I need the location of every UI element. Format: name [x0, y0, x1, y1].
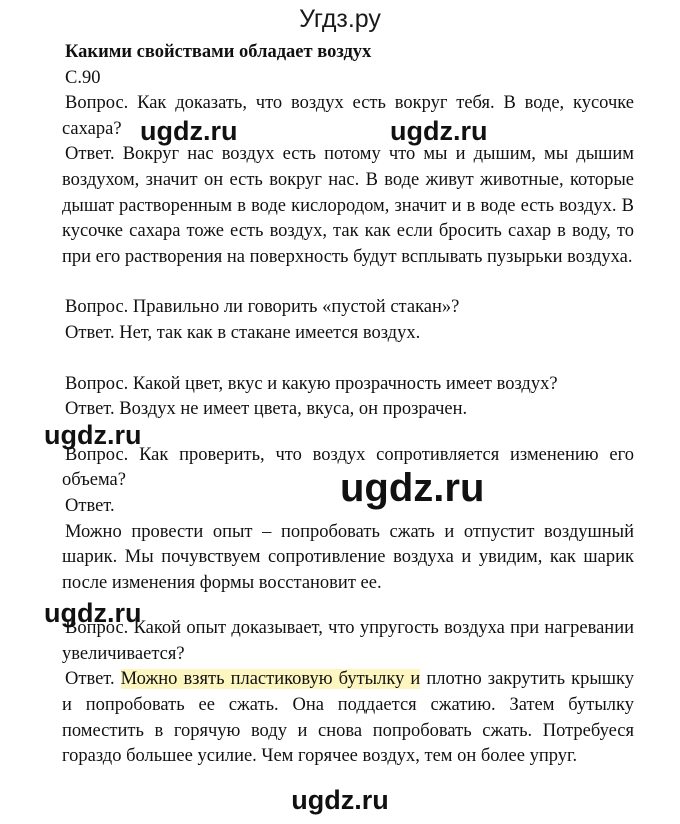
- document-title: Какими свойствами обладает воздух: [65, 42, 372, 62]
- answer-2: Ответ. Нет, так как в стакане имеется воздух.: [65, 322, 421, 343]
- question-1: Вопрос. Как доказать, что воздух есть вокруг тебя. В воде, кусочке сахара?: [62, 93, 634, 139]
- answer-1: Ответ. Вокруг нас воздух есть потому что мы и дышим, мы дышим воздухом, значит он есть вокруг нас. В воде живут животные, которые дышат растворенным в воде кислородом, значит и в воде есть воздух. В кусочке сахара тоже есть воздух, так как если бросить сахар в воду, то при его растворения на поверхность будут всплывать пузырьки воздуха.: [62, 144, 634, 267]
- answer-5-rest: плотно закрутить крышку и попробовать ее сжать. Она поддается сжатию. Затем бутылку поместить в горячую воду и снова попробовать сжать. Потребуеся гораздо большее усилие. Чем горячее воздух, тем он более упруг.: [62, 669, 634, 767]
- watermark-3: ugdz.ru: [44, 420, 142, 450]
- answer-4-label: Ответ.: [65, 495, 115, 516]
- site-header: Угдз.ру: [299, 5, 381, 33]
- answer-5: [62, 667, 634, 769]
- question-4: Вопрос. Как проверить, что воздух сопротивляется изменению его объема?: [62, 444, 634, 491]
- document-body: [62, 40, 634, 770]
- question-5: Вопрос. Какой опыт доказывает, что упругость воздуха при нагревании увеличивается?: [62, 618, 634, 664]
- answer-3: Ответ. Воздух не имеет цвета, вкуса, он прозрачен.: [65, 399, 468, 420]
- watermark-5: ugdz.ru: [44, 598, 142, 628]
- footer-watermark: ugdz.ru: [291, 785, 389, 815]
- answer-5-highlight: Можно взять пластиковую бутылку и: [120, 669, 421, 690]
- watermark-2: ugdz.ru: [390, 116, 488, 146]
- watermark-1: ugdz.ru: [140, 116, 238, 146]
- watermark-4: ugdz.ru: [340, 466, 485, 510]
- page-reference: С.90: [65, 67, 101, 88]
- question-2: Вопрос. Правильно ли говорить «пустой стакан»?: [65, 297, 460, 318]
- answer-5-prefix: Ответ.: [65, 669, 121, 690]
- answer-4-body: Можно провести опыт – попробовать сжать и отпустит воздушный шарик. Мы почувствуем сопротивление воздуха и увидим, как шарик после изменения формы восстановит ее.: [62, 521, 634, 593]
- question-3: Вопрос. Какой цвет, вкус и какую прозрачность имеет воздух?: [65, 373, 558, 394]
